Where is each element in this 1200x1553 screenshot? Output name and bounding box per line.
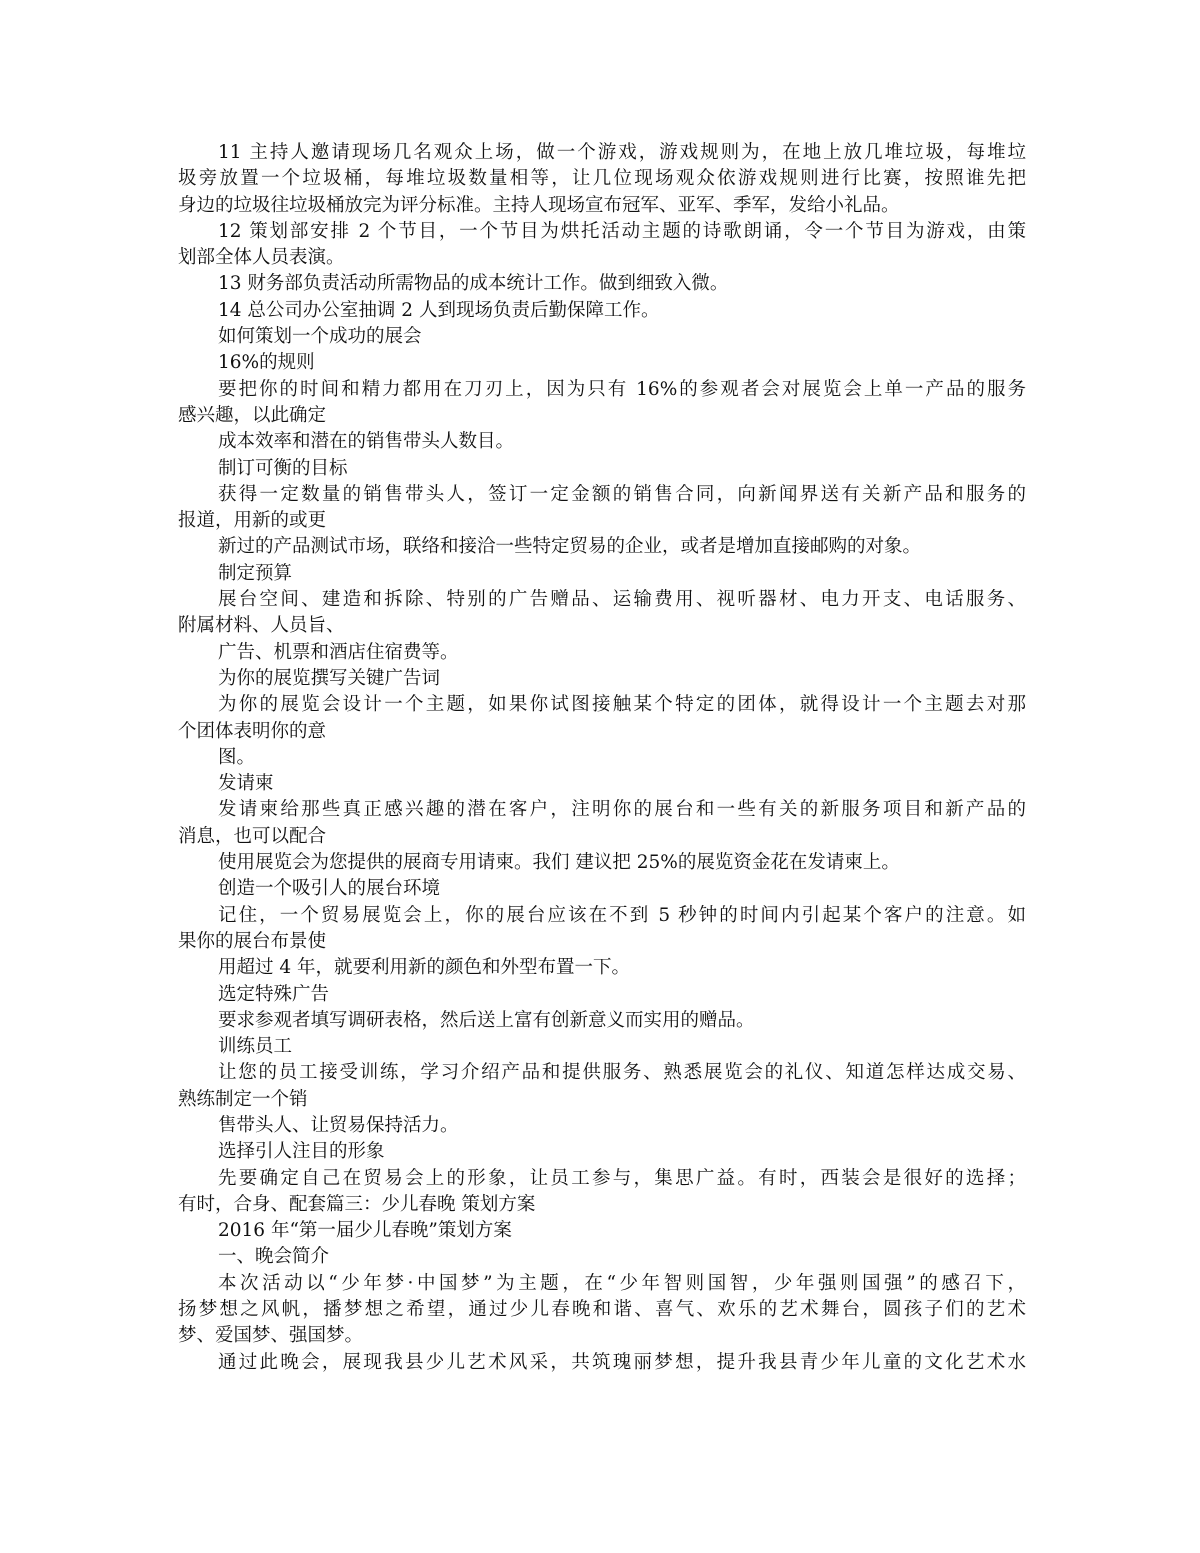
text-line: 13 财务部负责活动所需物品的成本统计工作。做到细致入微。 <box>218 273 729 295</box>
text-line: 消息，也可以配合 <box>178 825 327 847</box>
text-line: 训练员工 <box>218 1036 293 1058</box>
text-line: 新过的产品测试市场，联络和接洽一些特定贸易的企业，或者是增加直接邮购的对象。 <box>218 536 922 558</box>
text-line: 附属材料、人员旨、 <box>178 615 345 637</box>
text-line: 成本效率和潜在的销售带头人数目。 <box>218 431 515 453</box>
text-line: 获得一定数量的销售带头人，签订一定金额的销售合同，向新闻界送有关新产品和服务的 <box>218 483 1026 505</box>
text-line: 通过此晚会，展现我县少儿艺术风采，共筑瑰丽梦想，提升我县青少年儿童的文化艺术水 <box>218 1351 1026 1373</box>
text-line: 本次活动以“少年梦·中国梦”为主题，在“少年智则国智，少年强则国强”的感召下， <box>218 1272 1026 1294</box>
text-line: 一、晚会简介 <box>218 1246 330 1268</box>
text-line: 为你的展览会设计一个主题，如果你试图接触某个特定的团体，就得设计一个主题去对那 <box>218 694 1026 716</box>
text-line: 报道，用新的或更 <box>178 510 327 532</box>
text-line: 身边的垃圾往垃圾桶放完为评分标准。主持人现场宣布冠军、亚军、季军，发给小礼品。 <box>178 194 900 216</box>
text-line: 要求参观者填写调研表格，然后送上富有创新意义而实用的赠品。 <box>218 1009 755 1031</box>
text-line: 2016 年“第一届少儿春晚”策划方案 <box>218 1220 512 1242</box>
text-line: 要把你的时间和精力都用在刀刃上，因为只有 16%的参观者会对展览会上单一产品的服务 <box>218 378 1026 400</box>
text-line: 有时，合身、配套篇三：少儿春晚 策划方案 <box>178 1193 536 1215</box>
text-line: 选择引人注目的形象 <box>218 1141 385 1163</box>
text-line: 图。 <box>218 746 256 768</box>
text-line: 售带头人、让贸易保持活力。 <box>218 1114 459 1136</box>
text-line: 扬梦想之风帆，播梦想之希望，通过少儿春晚和谐、喜气、欢乐的艺术舞台，圆孩子们的艺术 <box>178 1299 1026 1321</box>
text-line: 如何策划一个成功的展会 <box>218 326 422 348</box>
text-line: 16%的规则 <box>218 352 315 374</box>
text-line: 使用展览会为您提供的展商专用请柬。我们 建议把 25%的展览资金花在发请柬上。 <box>218 852 900 874</box>
text-line: 制订可衡的目标 <box>218 457 348 479</box>
text-line: 12 策划部安排 2 个节目，一个节目为烘托活动主题的诗歌朗诵，令一个节目为游戏，由策 <box>218 220 1026 242</box>
text-line: 划部全体人员表演。 <box>178 247 345 269</box>
text-line: 11 主持人邀请现场几名观众上场，做一个游戏，游戏规则为，在地上放几堆垃圾，每堆垃 <box>218 142 1026 163</box>
text-line: 熟练制定一个销 <box>178 1088 308 1110</box>
text-line: 选定特殊广告 <box>218 983 330 1005</box>
text-line: 发请柬 <box>218 773 274 795</box>
text-line: 记住，一个贸易展览会上，你的展台应该在不到 5 秒钟的时间内引起某个客户的注意。如 <box>218 904 1026 926</box>
text-line: 先要确定自己在贸易会上的形象，让员工参与，集思广益。有时，西装会是很好的选择； <box>218 1167 1026 1189</box>
text-line: 展台空间、建造和拆除、特别的广告赠品、运输费用、视听器材、电力开支、电话服务、 <box>218 589 1026 611</box>
text-line: 发请柬给那些真正感兴趣的潜在客户，注明你的展台和一些有关的新服务项目和新产品的 <box>218 799 1026 821</box>
text-line: 果你的展台布景使 <box>178 930 327 952</box>
text-line: 制定预算 <box>218 562 293 584</box>
text-line: 为你的展览撰写关键广告词 <box>218 667 441 689</box>
text-line: 广告、机票和酒店住宿费等。 <box>218 641 459 663</box>
text-line: 个团体表明你的意 <box>178 720 327 742</box>
text-line: 让您的员工接受训练，学习介绍产品和提供服务、熟悉展览会的礼仪、知道怎样达成交易、 <box>218 1062 1026 1084</box>
document-page <box>178 140 1026 1376</box>
text-line: 创造一个吸引人的展台环境 <box>218 878 441 900</box>
text-line: 圾旁放置一个垃圾桶，每堆垃圾数量相等，让几位现场观众依游戏规则进行比赛，按照谁先把 <box>178 168 1026 190</box>
text-line: 14 总公司办公室抽调 2 人到现场负责后勤保障工作。 <box>218 299 660 321</box>
text-line: 感兴趣，以此确定 <box>178 404 327 426</box>
text-line: 梦、爱国梦、强国梦。 <box>178 1325 364 1347</box>
text-line: 用超过 4 年，就要利用新的颜色和外型布置一下。 <box>218 957 631 979</box>
